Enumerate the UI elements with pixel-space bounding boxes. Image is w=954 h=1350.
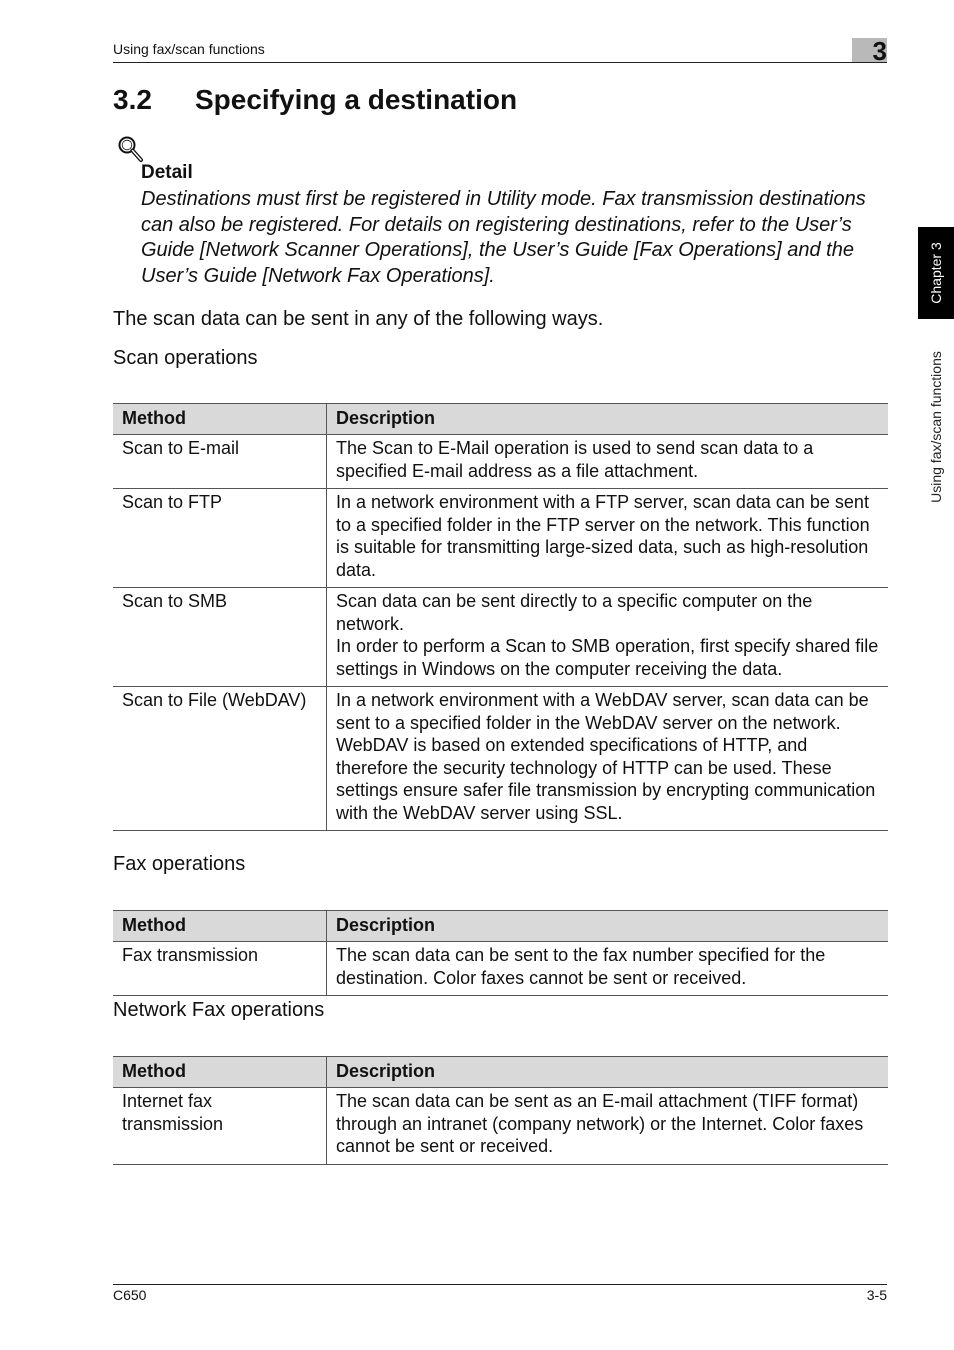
description-line: The Scan to E-Mail operation is used to send scan data to a specified E-mail address as a file attachment. <box>336 438 814 481</box>
description-cell <box>327 435 889 489</box>
column-header-method: Method <box>113 404 327 435</box>
side-running-title <box>918 332 954 522</box>
table-header-row <box>113 404 888 435</box>
description-cell <box>327 489 889 588</box>
column-header-description: Description <box>327 404 889 435</box>
table-row <box>113 588 888 687</box>
description-line: WebDAV is based on extended specifications of HTTP, and therefore the security technology of HTTP can be used. These settings ensure safer file transmission by encrypting communication with the WebDAV server using SSL. <box>336 735 876 823</box>
method-cell: Scan to File (WebDAV) <box>113 687 327 831</box>
column-header-method: Method <box>113 1057 327 1088</box>
scan-operations-heading: Scan operations <box>113 347 258 369</box>
table-header-row <box>113 1057 888 1088</box>
table-row <box>113 687 888 831</box>
method-cell: Scan to FTP <box>113 489 327 588</box>
detail-text: Destinations must first be registered in Utility mode. Fax transmission destinations can also be registered. For details on registering destinations, refer to the User’s Guide [Network Scanner Operations], the User’s Guide [Fax Operations] and the User’s Guide [Network Fax Operations]. <box>141 188 866 287</box>
description-line: In a network environment with a WebDAV server, scan data can be sent to a specified folder in the WebDAV server on the network. <box>336 690 869 733</box>
side-running-title-label: Using fax/scan functions <box>928 351 944 503</box>
column-header-description: Description <box>327 911 889 942</box>
network-fax-operations-heading: Network Fax operations <box>113 999 325 1021</box>
page-number: 3-5 <box>866 1287 887 1303</box>
chapter-number: 3 <box>872 36 887 66</box>
column-header-description: Description <box>327 1057 889 1088</box>
description-cell <box>327 942 889 996</box>
fax-operations-heading: Fax operations <box>113 853 246 875</box>
running-header: Using fax/scan functions <box>113 41 265 57</box>
description-line: The scan data can be sent to the fax number specified for the destination. Color faxes cannot be sent or received. <box>336 945 826 988</box>
table-row <box>113 489 888 588</box>
description-cell <box>327 588 889 687</box>
section-title: Specifying a destination <box>195 84 518 115</box>
description-cell <box>327 687 889 831</box>
table-row <box>113 942 888 996</box>
description-line: The scan data can be sent as an E-mail attachment (TIFF format) through an intranet (company network) or the Internet. Color faxes cannot be sent or received. <box>336 1091 864 1156</box>
chapter-side-tab <box>918 227 954 319</box>
section-number: 3.2 <box>113 84 152 115</box>
method-cell: Internet fax transmission <box>113 1088 327 1165</box>
header-rule <box>113 62 887 63</box>
detail-label: Detail <box>141 162 193 183</box>
chapter-side-tab-label: Chapter 3 <box>928 242 944 304</box>
footer-rule <box>113 1284 887 1285</box>
description-line: In a network environment with a FTP server, scan data can be sent to a specified folder in the FTP server on the network. This function is suitable for transmitting large-sized data, such as high-resolution data. <box>336 492 870 580</box>
table-header-row <box>113 911 888 942</box>
method-cell: Scan to SMB <box>113 588 327 687</box>
scan-operations-table <box>113 403 888 831</box>
table-row <box>113 435 888 489</box>
description-line: Scan data can be sent directly to a specific computer on the network. <box>336 591 813 634</box>
description-cell <box>327 1088 889 1165</box>
fax-operations-table <box>113 910 888 996</box>
description-line: In order to perform a Scan to SMB operation, first specify shared file settings in Windows on the computer receiving the data. <box>336 636 879 679</box>
column-header-method: Method <box>113 911 327 942</box>
intro-text: The scan data can be sent in any of the following ways. <box>113 308 604 330</box>
method-cell: Scan to E-mail <box>113 435 327 489</box>
method-cell: Fax transmission <box>113 942 327 996</box>
table-row <box>113 1088 888 1165</box>
network-fax-operations-table <box>113 1056 888 1165</box>
footer-model: C650 <box>113 1287 147 1303</box>
